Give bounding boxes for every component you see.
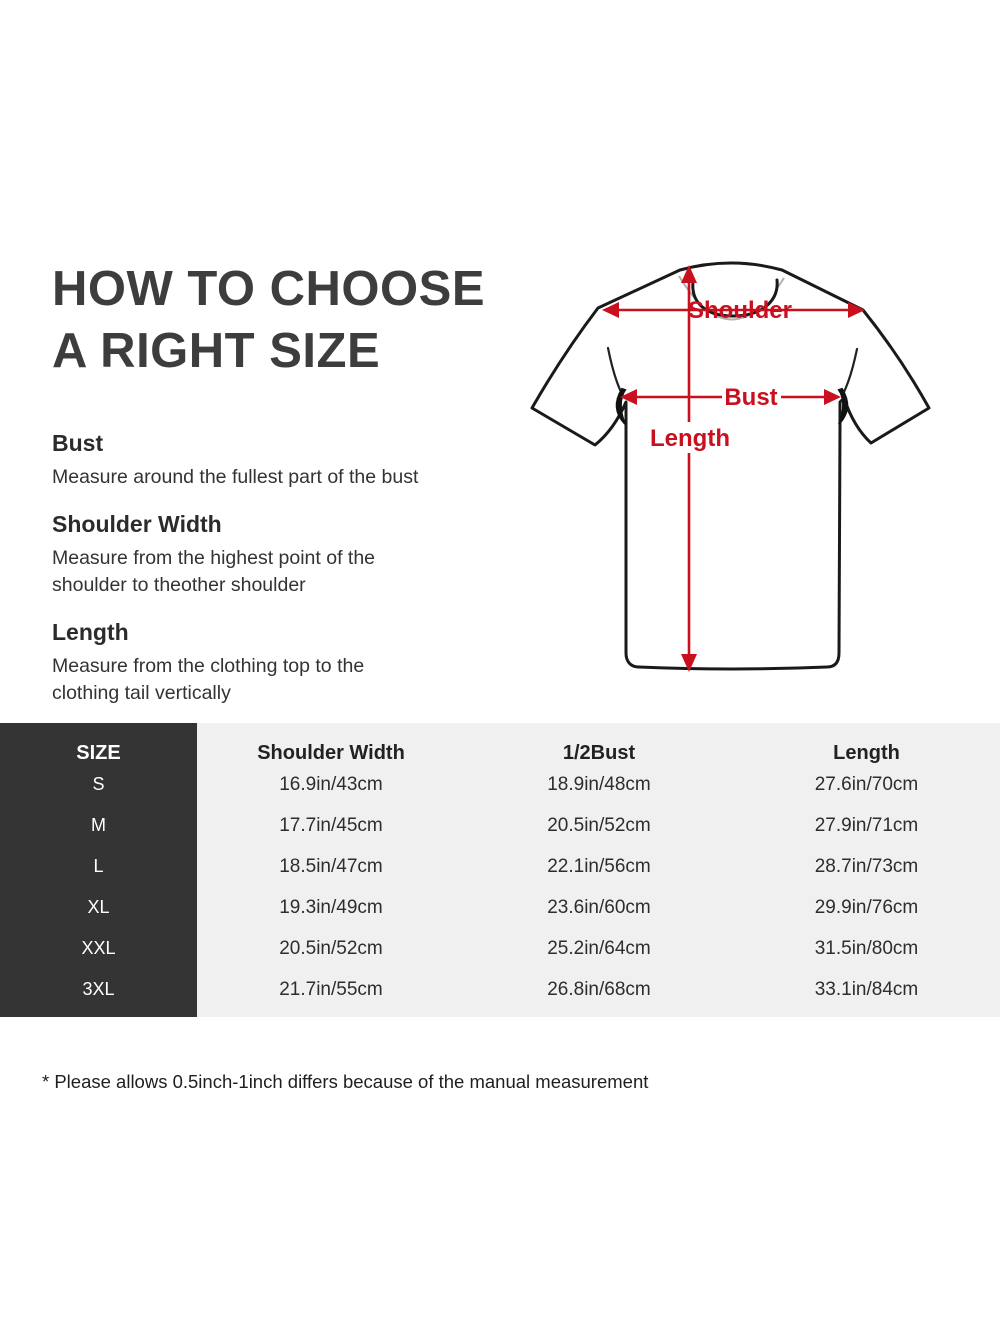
shoulder-label: Shoulder xyxy=(687,297,793,324)
guide-section-length-title: Length xyxy=(52,619,129,645)
table-row-s-size: S xyxy=(0,764,197,805)
size-table xyxy=(0,723,1000,1051)
guide-section-length xyxy=(52,619,502,707)
table-row-l-bust: 22.1in/56cm xyxy=(465,846,733,887)
table-row-m-shoulder: 17.7in/45cm xyxy=(197,805,465,846)
table-bottom-pad-size xyxy=(0,1010,197,1017)
bust-label: Bust xyxy=(724,384,778,411)
guide-section-shoulder xyxy=(52,511,502,599)
table-row-l-shoulder: 18.5in/47cm xyxy=(197,846,465,887)
guide-section-shoulder-line2: shoulder to theother shoulder xyxy=(52,574,306,596)
table-row-s-length: 27.6in/70cm xyxy=(733,764,1000,805)
table-row-l-length: 28.7in/73cm xyxy=(733,846,1000,887)
table-row-xl-size: XL xyxy=(0,887,197,928)
page-title-line1: HOW TO CHOOSE xyxy=(52,262,486,316)
page-title-line2: A RIGHT SIZE xyxy=(52,324,381,378)
table-row-xxl-bust: 25.2in/64cm xyxy=(465,928,733,969)
table-row-xl-length: 29.9in/76cm xyxy=(733,887,1000,928)
guide-section-bust xyxy=(52,430,502,491)
table-row-xxl-length: 31.5in/80cm xyxy=(733,928,1000,969)
table-row-s-bust: 18.9in/48cm xyxy=(465,764,733,805)
measurement-disclaimer: * Please allows 0.5inch-1inch differs because of the manual measurement xyxy=(42,1071,649,1092)
col-header-size: SIZE xyxy=(0,723,197,783)
table-row-m-bust: 20.5in/52cm xyxy=(465,805,733,846)
table-row-s-shoulder: 16.9in/43cm xyxy=(197,764,465,805)
table-row-xl-bust: 23.6in/60cm xyxy=(465,887,733,928)
tshirt-diagram xyxy=(500,250,940,680)
col-header-shoulder-width: Shoulder Width xyxy=(197,723,465,783)
guide-section-length-line2: clothing tail vertically xyxy=(52,682,231,704)
guide-section-shoulder-title: Shoulder Width xyxy=(52,511,222,537)
table-row-m-size: M xyxy=(0,805,197,846)
guide-section-bust-title: Bust xyxy=(52,430,104,456)
table-row-l-size: L xyxy=(0,846,197,887)
table-row-m-length: 27.9in/71cm xyxy=(733,805,1000,846)
guide-section-length-line1: Measure from the clothing top to the xyxy=(52,655,365,677)
table-row-xxl-size: XXL xyxy=(0,928,197,969)
table-row-3xl-shoulder: 21.7in/55cm xyxy=(197,969,465,1010)
guide-section-shoulder-line1: Measure from the highest point of the xyxy=(52,547,376,569)
guide-section-bust-line1: Measure around the fullest part of the bust xyxy=(52,466,419,488)
table-row-3xl-size: 3XL xyxy=(0,969,197,1010)
table-row-3xl-length: 33.1in/84cm xyxy=(733,969,1000,1010)
col-header-half-bust: 1/2Bust xyxy=(465,723,733,783)
measure-guide xyxy=(52,258,502,727)
col-header-length: Length xyxy=(733,723,1000,783)
table-row-xl-shoulder: 19.3in/49cm xyxy=(197,887,465,928)
length-label: Length xyxy=(650,425,730,452)
table-row-xxl-shoulder: 20.5in/52cm xyxy=(197,928,465,969)
table-bottom-pad-2 xyxy=(465,1010,733,1017)
table-bottom-pad-1 xyxy=(197,1010,465,1017)
table-row-3xl-bust: 26.8in/68cm xyxy=(465,969,733,1010)
table-bottom-pad-3 xyxy=(733,1010,1000,1017)
page-title xyxy=(52,258,502,382)
